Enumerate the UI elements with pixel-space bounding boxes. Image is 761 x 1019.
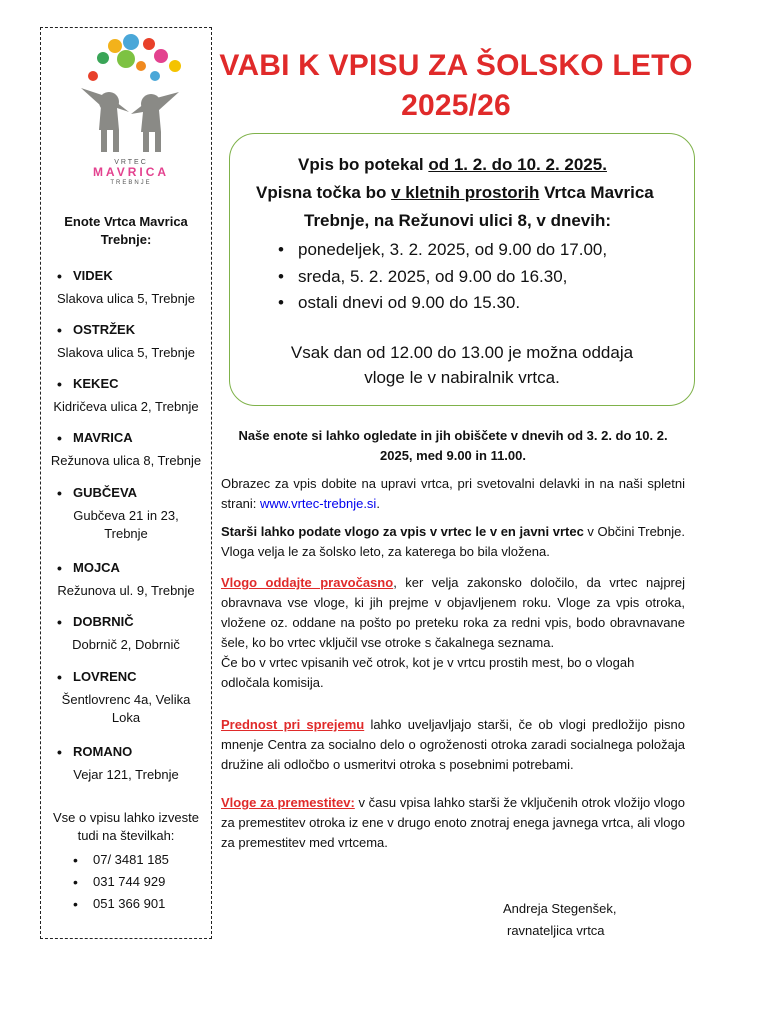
unit-item — [41, 267, 211, 308]
unit-name: • DOBRNIČ — [41, 613, 211, 631]
one-kindergarten-bold: Starši lahko podate vlogo za vpis v vrtec le v en javni vrtec — [221, 524, 584, 539]
units-heading: Enote Vrtca Mavrica Trebnje: — [64, 214, 188, 247]
unit-item — [41, 321, 211, 362]
paragraph-on-time — [221, 573, 685, 693]
unit-item — [41, 613, 211, 654]
period-label: Vpis bo potekal — [298, 155, 429, 174]
on-time-text: , ker velja zakonsko določilo, da vrtec najprej obravnava vse vloge, ki jih prejme v objavljenem roku. Vloge za vpis otroka, vložene oz. oddane na pošto po preteku roka za redni vpis, bodo obravnavane šele, ko bo vrtec vključil vse otroke s čakalnega seznama. — [221, 575, 685, 650]
signature — [503, 898, 616, 942]
unit-name: • GUBČEVA — [41, 484, 211, 502]
schedule-item: • ponedeljek, 3. 2. 2025, od 9.00 do 17.00, — [298, 240, 607, 260]
enrollment-info-box — [229, 133, 695, 406]
unit-name: • MOJCA — [41, 559, 211, 577]
location-place: v kletnih prostorih — [391, 183, 540, 202]
priority-text: lahko uveljavljajo starši, če ob vlogi predložijo pisno mnenje Centra za socialno delo o ogroženosti otroka zaradi socialnega položaja družine ali odločbo o usmeritvi otroka s posebnimi potrebami. — [221, 717, 686, 772]
transfer-text: v času vpisa lahko starši že vključenih otrok vložijo vlogo za premestitev otroka iz ene v drugo enoto znotraj enega javnega vrtca, ali vlogo za premestitev med vrtcema. — [221, 795, 686, 850]
unit-address: Režunova ul. 9, Trebnje — [57, 583, 195, 598]
location-rest: Vrtca Mavrica — [539, 183, 654, 202]
visit-line-2: 2025, med 9.00 in 11.00. — [380, 448, 526, 463]
note-line-2: vloge le v nabiralnik vrtca. — [364, 368, 560, 387]
unit-item — [41, 429, 211, 470]
unit-address: Režunova ulica 8, Trebnje — [50, 453, 202, 468]
vrtec-mavrica-logo — [71, 32, 191, 186]
svg-text:VRTEC: VRTEC — [114, 159, 148, 166]
unit-item — [41, 559, 211, 600]
paragraph-priority — [221, 715, 685, 775]
phone-heading: Vse o vpisu lahko izveste tudi na številkah: — [53, 810, 199, 843]
unit-address: Gubčeva 21 in 23, Trebnje — [73, 508, 179, 541]
unit-address: Slakova ulica 5, Trebnje — [56, 291, 196, 306]
unit-address: Vejar 121, Trebnje — [73, 767, 179, 782]
unit-name: • VIDEK — [41, 267, 211, 285]
unit-address: Dobrnič 2, Dobrnič — [72, 637, 180, 652]
priority-label: Prednost pri sprejemu — [221, 717, 365, 732]
title-line-1: VABI K VPISU ZA ŠOLSKO LETO — [219, 49, 693, 82]
phone-number[interactable]: • 07/ 3481 185 — [41, 851, 169, 869]
paragraph-form — [221, 474, 685, 514]
signature-name: Andreja Stegenšek, — [503, 901, 617, 916]
unit-name: • ROMANO — [41, 743, 211, 761]
phone-number[interactable]: • 031 744 929 — [41, 873, 165, 891]
visit-info — [221, 426, 685, 466]
paragraph-transfer — [221, 793, 685, 853]
website-link[interactable]: www.vrtec-trebnje.si — [260, 496, 377, 511]
unit-item — [41, 743, 211, 784]
unit-address: Kidričeva ulica 2, Trebnje — [53, 399, 199, 414]
period-dates: od 1. 2. do 10. 2. 2025. — [428, 155, 607, 174]
unit-item — [41, 668, 211, 727]
page-title — [212, 46, 700, 126]
svg-text:MAVRICA: MAVRICA — [92, 165, 170, 179]
on-time-label: Vlogo oddajte pravočasno — [221, 575, 394, 590]
location-line — [256, 182, 654, 204]
title-line-2: 2025/26 — [401, 89, 511, 122]
unit-address: Slakova ulica 5, Trebnje — [56, 345, 196, 360]
sidebar — [40, 27, 212, 939]
commission-text: Če bo v vrtec vpisanih več otrok, kot je v vrtcu prostih mest, bo o vlogah odločala komisija. — [221, 655, 635, 690]
transfer-label: Vloge za premestitev: — [221, 795, 355, 810]
location-label: Vpisna točka bo — [256, 183, 392, 202]
schedule-item: • ostali dnevi od 9.00 do 15.30. — [298, 293, 520, 313]
svg-text:TREBNJE: TREBNJE — [110, 180, 152, 186]
visit-line-1: Naše enote si lahko ogledate in jih obiščete v dnevih od 3. 2. do 10. 2. — [238, 428, 668, 443]
schedule-item: • sreda, 5. 2. 2025, od 9.00 do 16.30, — [298, 267, 567, 287]
unit-name: • MAVRICA — [41, 429, 211, 447]
note-line-1: Vsak dan od 12.00 do 13.00 je možna oddaja — [290, 343, 634, 362]
form-end: . — [376, 496, 380, 511]
one-kindergarten-rest: v Občini Trebnje. Vloga velja le za šolsko leto, za katerega bo bila vložena. — [221, 524, 685, 559]
address-line: Trebnje, na Režunovi ulici 8, v dnevih: — [304, 211, 612, 230]
unit-name: • OSTRŽEK — [41, 321, 211, 339]
unit-name: • LOVRENC — [41, 668, 211, 686]
paragraph-one-kindergarten — [221, 522, 685, 562]
unit-name: • KEKEC — [41, 375, 211, 393]
unit-address: Šentlovrenc 4a, Velika Loka — [61, 692, 191, 725]
unit-item — [41, 484, 211, 543]
period-line — [298, 154, 607, 176]
signature-role: ravnateljica vrtca — [507, 923, 605, 938]
phone-number[interactable]: • 051 366 901 — [41, 895, 165, 913]
unit-item — [41, 375, 211, 416]
form-text: Obrazec za vpis dobite na upravi vrtca, pri svetovalni delavki in na naši spletni strani: — [221, 476, 685, 511]
